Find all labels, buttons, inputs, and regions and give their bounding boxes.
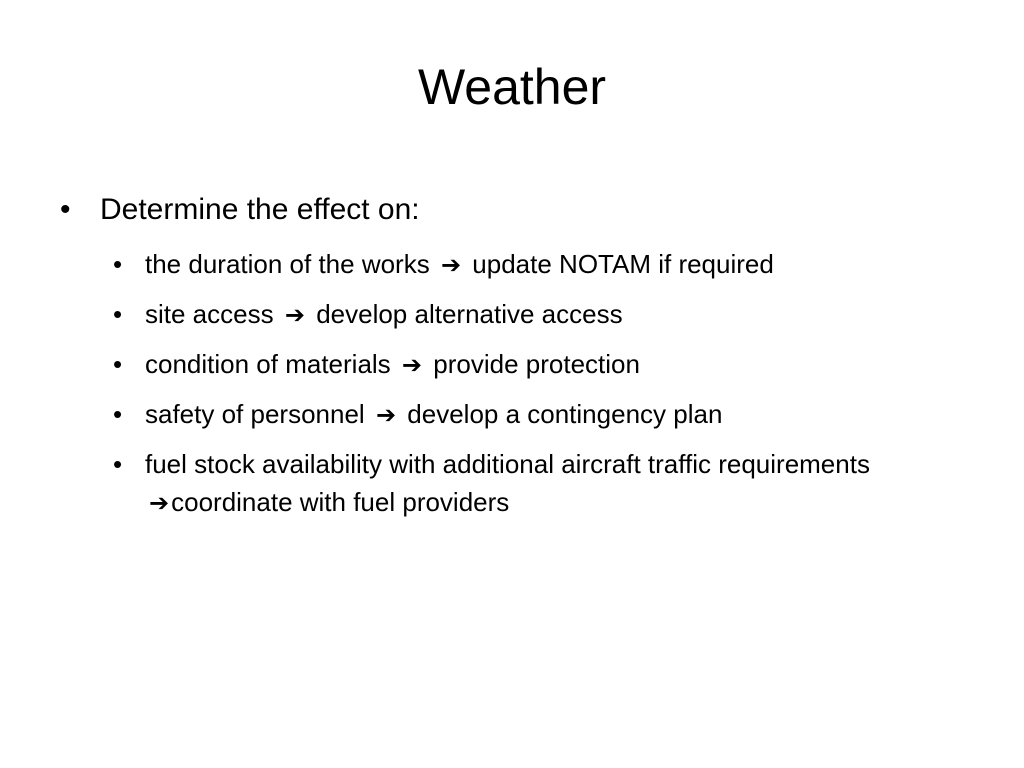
sub-bullet-list [113, 245, 973, 533]
sub-bullet-text: the duration of the works [145, 249, 430, 279]
main-bullet-text: Determine the effect on: [100, 193, 420, 226]
right-arrow-icon: ➔ [440, 251, 462, 279]
sub-bullet-item [113, 345, 973, 384]
sub-bullet-text: fuel stock availability with additional aircraft traffic requirements [145, 449, 870, 479]
bullet-icon: • [113, 449, 123, 479]
right-arrow-icon: ➔ [375, 401, 397, 429]
sub-bullet-text: safety of personnel [145, 399, 365, 429]
slide-title: Weather [417, 59, 607, 115]
bullet-icon: • [113, 249, 123, 279]
bullet-icon: • [113, 399, 123, 429]
bullet-icon: • [60, 193, 71, 226]
sub-bullet-result: coordinate with fuel providers [171, 487, 510, 517]
right-arrow-icon: ➔ [284, 301, 305, 329]
sub-bullet-result: develop alternative access [316, 299, 623, 329]
sub-bullet-item [113, 395, 973, 434]
bullet-icon: • [113, 349, 123, 379]
main-bullet-point [60, 192, 420, 228]
sub-bullet-text: condition of materials [145, 349, 391, 379]
right-arrow-icon: ➔ [401, 351, 423, 379]
sub-bullet-item [113, 245, 973, 284]
right-arrow-icon: ➔ [149, 489, 170, 517]
sub-bullet-item [113, 295, 973, 334]
sub-bullet-text: site access [145, 299, 274, 329]
sub-bullet-result: update NOTAM if required [472, 249, 774, 279]
sub-bullet-result: provide protection [433, 349, 640, 379]
sub-bullet-item [113, 445, 973, 522]
bullet-icon: • [113, 299, 123, 329]
sub-bullet-result: develop a contingency plan [407, 399, 723, 429]
